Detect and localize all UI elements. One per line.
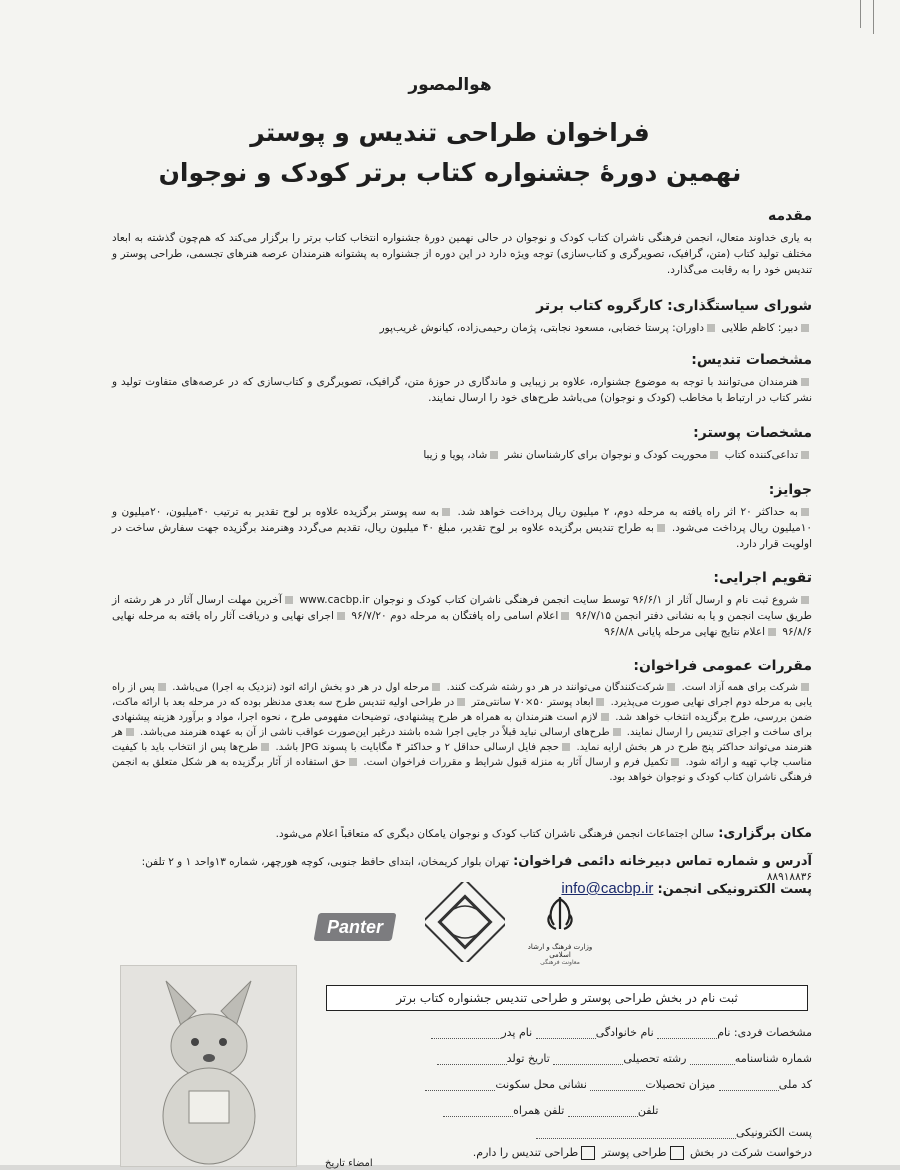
- bullet-icon: [707, 324, 715, 332]
- fox-illustration: [120, 965, 297, 1167]
- list-item: شروع ثبت نام و ارسال آثار از ۹۶/۶/۱ توسط سایت انجمن فرهنگی ناشران کتاب کودک و نوجوان www.cacbp.ir: [299, 594, 798, 606]
- bullet-icon: [442, 508, 450, 516]
- address-value: تهران بلوار کریمخان، ابتدای حافظ جنوبی، کوچه هورچهر، شماره ۱۳واحد ۱ و ۲ تلفن: ۸۸۹۱۸۸۳۶: [141, 856, 812, 883]
- bullet-icon: [432, 683, 440, 691]
- page-subtitle: نهمین دورهٔ جشنواره کتاب برتر کودک و نوجوان: [158, 158, 742, 187]
- field-of-study-field[interactable]: [553, 1064, 623, 1065]
- bullet-icon: [613, 728, 621, 736]
- bullet-icon: [562, 743, 570, 751]
- form-row-education: [425, 1078, 812, 1091]
- field-label: درخواست شرکت در بخش: [690, 1146, 812, 1159]
- list-item: حق استفاده از آثار برگزیده به هر شکل متعلق به انجمن فرهنگی ناشران کتاب کودک و نوجوان خواهد بود.: [112, 757, 812, 783]
- father-name-field[interactable]: [431, 1038, 501, 1039]
- birth-date-field[interactable]: [437, 1064, 507, 1065]
- section-heading: مشخصات تندیس:: [691, 352, 812, 368]
- secretary-text: دبیر: کاظم طلایی: [721, 322, 798, 334]
- form-row-id: [437, 1052, 812, 1065]
- field-label: نام خانوادگی: [595, 1026, 654, 1039]
- list-item: به حداکثر ۲۰ اثر راه یافته به مرحله دوم، ۲ میلیون ریال پرداخت خواهد شد.: [457, 506, 798, 518]
- bullet-icon: [801, 451, 809, 459]
- first-name-field[interactable]: [657, 1038, 717, 1039]
- field-label: مشخصات فردی: نام: [717, 1026, 812, 1039]
- bullet-icon: [710, 451, 718, 459]
- section-heading: مشخصات پوستر:: [693, 425, 812, 441]
- bullet-icon: [457, 698, 465, 706]
- ministry-subtitle: معاونت فرهنگی: [540, 959, 580, 966]
- field-label: نام پدر: [501, 1026, 533, 1039]
- section-heading: جوایز:: [768, 482, 812, 498]
- bullet-icon: [158, 683, 166, 691]
- field-label: تلفن همراه: [513, 1104, 565, 1117]
- section-body: هنرمندان می‌توانند با توجه به موضوع جشنواره، علاوه بر زیبایی و ماندگاری در حوزهٔ متن، گرافیک، تصویرگری و کتاب‌سازی که در عرصه‌های متفاوت تولید و نشر کتاب در ارتباط با مخاطب (کودک و نوجوان) می‌باشد طرح‌های خود را ارسال نمایند.: [112, 376, 812, 404]
- bullet-icon: [490, 451, 498, 459]
- section-heading: شورای سیاستگذاری: کارگروه کتاب برتر: [536, 298, 812, 314]
- venue-line: [112, 826, 812, 841]
- list-item: به سه پوستر برگزیده علاوه بر لوح تقدیر به ترتیب ۴۰میلیون، ۲۰میلیون و ۱۰میلیون ریال پرداخت می‌شود.: [112, 506, 813, 534]
- section-heading: مقدمه: [768, 208, 812, 224]
- list-item: طرح‌ها پس از انتخاب باید با کیفیت مناسب چاپ تهیه و ارائه شود.: [112, 742, 812, 768]
- basmala: هوالمصور: [408, 75, 492, 95]
- form-row-email: [536, 1126, 812, 1139]
- list-item: تکمیل فرم و ارسال آثار به منزله قبول شرایط و مقررات فراخوان است.: [363, 757, 669, 768]
- form-row-phone: [443, 1104, 812, 1117]
- list-item: مرحله اول در هر دو بخش ارائه اتود (نزدیک به اجرا) می‌باشد.: [172, 682, 430, 693]
- field-label: پست الکترونیکی: [736, 1126, 812, 1139]
- bullet-icon: [126, 728, 134, 736]
- bullet-icon: [671, 758, 679, 766]
- bullet-icon: [801, 324, 809, 332]
- field-label: نشانی محل سکونت: [495, 1078, 587, 1091]
- field-label: کد ملی: [778, 1078, 812, 1091]
- bullet-icon: [601, 713, 609, 721]
- bullet-icon: [337, 612, 345, 620]
- council-section: [112, 298, 812, 336]
- email-link[interactable]: info@cacbp.ir: [561, 880, 654, 897]
- judges-text: داوران: پرستا خضابی، مسعود نجابتی، پژمان رحیمی‌زاده، کیانوش غریب‌پور: [379, 322, 705, 334]
- bullet-icon: [349, 758, 357, 766]
- list-item: محوریت کودک و نوجوان برای کارشناسان نشر: [504, 449, 708, 461]
- bullet-icon: [561, 612, 569, 620]
- bullet-icon: [285, 596, 293, 604]
- bullet-icon: [261, 743, 269, 751]
- bullet-icon: [768, 628, 776, 636]
- bullet-icon: [801, 378, 809, 386]
- list-item: شرکت برای همه آزاد است.: [681, 682, 798, 693]
- section-heading: مقررات عمومی فراخوان:: [633, 658, 812, 674]
- list-item: شرکت‌کنندگان می‌توانند در هر دو رشته شرکت کنند.: [446, 682, 665, 693]
- prizes-section: [112, 482, 812, 552]
- field-label: میزان تحصیلات: [645, 1078, 716, 1091]
- bullet-icon: [657, 524, 665, 532]
- address-label: آدرس و شماره تماس دبیرخانه دائمی فراخوان:: [513, 854, 812, 869]
- email-field[interactable]: [536, 1138, 736, 1139]
- list-item: اعلام اسامی راه یافتگان به مرحله دوم ۹۶/۷/۲۰: [351, 610, 559, 622]
- section-body: به یاری خداوند متعال، انجمن فرهنگی ناشران کتاب کودک و نوجوان در حالی نهمین دورهٔ جشنواره انتخاب کتاب برتر را برگزار می‌کند که هم‌چون گذشته به ابعاد مختلف تولید کتاب (متن، گرافیک، تصویرگری و کتاب‌سازی) توجه ویژه دارد در این دوره از جشنواره به پشتوانه هنرمندان عرصه هنرهای تجسمی، طراحی پوستر و تندیس خود را به رقابت می‌گذارد.: [112, 232, 812, 276]
- list-item: در طراحی اولیه تندیس طرح سه بعدی مدنظر بوده که در مرحله بعد با ارائه ماکت، ضمن بررسی، طرح برگزیده انتخاب خواهد شد.: [112, 697, 812, 723]
- list-item: تداعی‌کننده کتاب: [724, 449, 798, 461]
- intro-section: [112, 208, 812, 278]
- list-item: به طراح تندیس برگزیده علاوه بر لوح تقدیر، مبلغ ۴۰ میلیون ریال، تقدیم می‌گردد وهنرمند برگزیده جهت سفارش ساخت در اولویت قرار دارد.: [112, 522, 812, 550]
- venue-value: سالن اجتماعات انجمن فرهنگی ناشران کتاب کودک و نوجوان یامکان دیگری که متعاقباً اعلام می‌شود.: [275, 828, 715, 840]
- form-row-request: [473, 1146, 812, 1160]
- signature-label: امضاء تاریخ: [325, 1158, 373, 1169]
- page-title: فراخوان طراحی تندیس و پوستر: [250, 118, 650, 147]
- bullet-icon: [801, 683, 809, 691]
- list-item: پس از راه یابی به مرحله دوم اجرای نهایی صورت می‌پذیرد.: [112, 682, 812, 708]
- phone-field[interactable]: [568, 1116, 638, 1117]
- list-item: طرح‌های ارسالی نباید قبلاً در جایی اجرا شده باشند درغیر این‌صورت عواقب ناشی از آن به عهده هنرمند می‌باشد.: [140, 727, 610, 738]
- bullet-icon: [801, 596, 809, 604]
- bullet-icon: [596, 698, 604, 706]
- residence-field[interactable]: [425, 1090, 495, 1091]
- scan-edge: [873, 0, 874, 34]
- poster-checkbox[interactable]: [670, 1146, 684, 1160]
- checkbox-label: طراحی پوستر: [601, 1146, 667, 1159]
- field-label: تلفن: [637, 1104, 659, 1117]
- bullet-icon: [667, 683, 675, 691]
- panter-logo-text: Panter: [326, 917, 384, 937]
- registration-title: ثبت نام در بخش طراحی پوستر و طراحی تندیس جشنواره کتاب برتر: [326, 985, 808, 1011]
- list-item: اعلام نتایج نهایی مرحله پایانی ۹۶/۸/۸: [604, 626, 766, 638]
- list-item: هر هنرمند می‌تواند حداکثر پنج طرح در هر بخش ارایه نماید.: [112, 727, 813, 753]
- fox-mascot-icon: [121, 966, 296, 1166]
- list-item: ابعاد پوستر ۵۰×۷۰ سانتی‌متر: [471, 697, 594, 708]
- association-logo: [425, 882, 505, 962]
- schedule-section: [112, 570, 812, 640]
- list-item: اجرای نهایی و دریافت آثار راه یافته به مرحله نهایی ۹۶/۸/۶: [112, 610, 812, 638]
- field-label: شماره شناسنامه: [734, 1052, 812, 1065]
- mobile-field[interactable]: [443, 1116, 513, 1117]
- poster-section: [112, 425, 812, 463]
- national-code-field[interactable]: [719, 1090, 779, 1091]
- family-name-field[interactable]: [536, 1038, 596, 1039]
- list-item: آخرین مهلت ارسال آثار در هر رشته از طریق سایت انجمن و یا به نشانی دفتر انجمن ۹۶/۷/۱۵: [112, 594, 812, 622]
- statue-section: [112, 352, 812, 406]
- venue-label: مکان برگزاری:: [718, 826, 812, 841]
- checkbox-label: طراحی تندیس را دارم.: [472, 1146, 579, 1159]
- ministry-logo: [520, 895, 600, 966]
- association-emblem-icon: [425, 882, 505, 962]
- id-number-field[interactable]: [690, 1064, 735, 1065]
- form-row-name: [431, 1026, 812, 1039]
- education-field[interactable]: [590, 1090, 645, 1091]
- list-item: شاد، پویا و زیبا: [423, 449, 488, 461]
- scan-edge: [860, 0, 861, 28]
- list-item: لازم است هنرمندان به همراه هر طرح پیشنهادی، توضیحات مفهومی طرح ، نحوه اجرا، مواد و برآورد هزینه پیشنهادی برای ساخت و اجرای تندیس را ارسال نمایند.: [112, 712, 813, 738]
- bullet-icon: [801, 508, 809, 516]
- list-item: حجم فایل ارسالی حداقل ۲ و حداکثر ۴ مگابایت با پسوند JPG باشد.: [275, 742, 559, 753]
- email-label: پست الکترونیکی انجمن:: [657, 882, 812, 897]
- field-label: رشته تحصیلی: [623, 1052, 687, 1065]
- panter-logo: [314, 913, 397, 941]
- statue-checkbox[interactable]: [581, 1146, 595, 1160]
- field-label: تاریخ تولد: [506, 1052, 550, 1065]
- rules-section: [112, 658, 812, 785]
- section-heading: تقویم اجرایی:: [713, 570, 812, 586]
- ministry-name: وزارت فرهنگ و ارشاد اسلامی: [527, 943, 593, 959]
